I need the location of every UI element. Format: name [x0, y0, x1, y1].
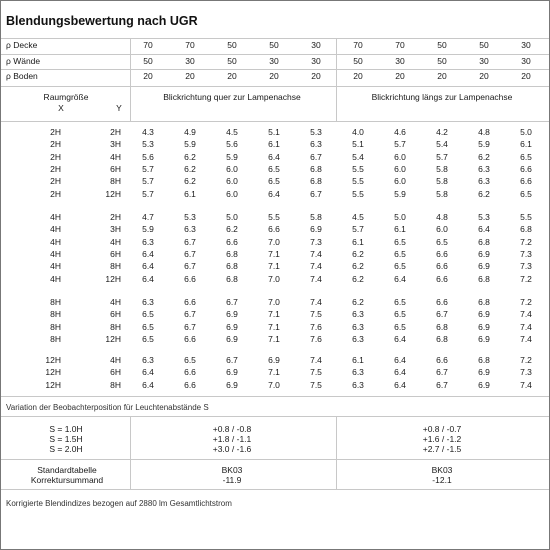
row-x: 8H: [50, 321, 61, 332]
ugr-value: 6.4: [394, 379, 406, 390]
ugr-value: 6.6: [184, 367, 196, 378]
ugr-value: 6.8: [310, 176, 322, 187]
ugr-value: 6.2: [352, 297, 364, 307]
reflectance-value: 20: [353, 71, 363, 81]
ugr-value: 6.5: [142, 333, 154, 344]
ugr-value: 6.0: [394, 176, 406, 187]
row-y: 8H: [110, 379, 121, 390]
ugr-value: 5.9: [394, 188, 406, 199]
ugr-value: 7.1: [268, 367, 280, 378]
ugr-value: 6.6: [520, 163, 532, 174]
ugr-value: 6.6: [184, 333, 196, 344]
ugr-value: 7.3: [520, 261, 532, 272]
ugr-value: 6.2: [184, 163, 196, 174]
reflectance-value: 20: [395, 71, 405, 81]
ugr-value: 6.2: [226, 224, 238, 235]
ugr-value: 6.6: [436, 297, 448, 307]
ugr-value: 6.7: [226, 297, 238, 307]
ugr-value: 6.4: [142, 248, 154, 259]
ugr-value: 6.0: [394, 151, 406, 162]
ugr-value: 6.4: [394, 367, 406, 378]
row-y: 4H: [110, 151, 121, 162]
ugr-value: 7.1: [268, 333, 280, 344]
row-x: 12H: [45, 355, 61, 365]
ugr-value: 6.4: [142, 273, 154, 284]
ugr-value: 6.8: [478, 236, 490, 247]
ugr-value: 6.9: [226, 333, 238, 344]
ugr-value: 4.7: [142, 212, 154, 222]
ugr-value: 6.4: [478, 224, 490, 235]
reflectance-value: 50: [227, 56, 237, 66]
ugr-value: 6.5: [520, 151, 532, 162]
row-x: 8H: [50, 333, 61, 344]
ugr-value: 6.3: [478, 176, 490, 187]
ugr-value: 5.0: [394, 212, 406, 222]
ugr-value: 6.4: [394, 355, 406, 365]
ugr-value: 7.3: [310, 236, 322, 247]
row-x: 4H: [50, 236, 61, 247]
ugr-value: 5.6: [226, 139, 238, 150]
ugr-value: 5.6: [142, 151, 154, 162]
ugr-value: 6.5: [394, 248, 406, 259]
row-x: 2H: [50, 127, 61, 137]
ugr-value: 6.6: [226, 236, 238, 247]
ugr-value: 6.6: [436, 355, 448, 365]
variation-quer-values: +0.8 / -0.8 +1.8 / -1.1 +3.0 / -1.6: [212, 424, 252, 454]
reflectance-value: 50: [353, 56, 363, 66]
ugr-value: 7.4: [310, 261, 322, 272]
reflectance-value: 20: [437, 71, 447, 81]
ugr-value: 6.7: [310, 188, 322, 199]
ugr-value: 5.0: [226, 212, 238, 222]
ugr-value: 5.3: [310, 127, 322, 137]
ugr-value: 7.1: [268, 261, 280, 272]
ugr-value: 4.2: [436, 127, 448, 137]
ugr-value: 5.7: [394, 139, 406, 150]
ugr-value: 5.5: [352, 176, 364, 187]
ugr-value: 6.7: [184, 236, 196, 247]
row-x: 4H: [50, 273, 61, 284]
row-y: 6H: [110, 309, 121, 320]
ugr-value: 5.9: [142, 224, 154, 235]
ugr-value: 6.3: [142, 236, 154, 247]
ugr-value: 6.3: [478, 163, 490, 174]
ugr-value: 7.1: [268, 309, 280, 320]
row-x: 2H: [50, 151, 61, 162]
col-divider-left-bottom: [130, 416, 131, 489]
reflectance-value: 20: [143, 71, 153, 81]
ugr-value: 6.8: [478, 273, 490, 284]
row-y: 4H: [110, 355, 121, 365]
reflectance-value: 20: [269, 71, 279, 81]
row-y: 4H: [110, 297, 121, 307]
ugr-value: 6.5: [520, 188, 532, 199]
ugr-value: 5.4: [352, 151, 364, 162]
row-x: 4H: [50, 261, 61, 272]
variation-title: Variation der Beobachterposition für Leuchtenabstände S: [6, 403, 209, 412]
ugr-value: 4.6: [394, 127, 406, 137]
reflectance-value: 70: [353, 40, 363, 50]
ugr-value: 6.4: [268, 188, 280, 199]
ugr-value: 6.9: [478, 261, 490, 272]
ugr-value: 7.5: [310, 379, 322, 390]
ugr-value: 6.7: [184, 261, 196, 272]
ugr-value: 7.2: [520, 236, 532, 247]
ugr-value: 6.2: [184, 151, 196, 162]
ugr-value: 4.8: [436, 212, 448, 222]
ugr-value: 6.9: [478, 321, 490, 332]
rule-0: [1, 38, 549, 39]
ugr-value: 5.7: [436, 151, 448, 162]
ugr-value: 6.7: [436, 309, 448, 320]
reflectance-value: 50: [227, 40, 237, 50]
reflectance-value: 30: [521, 56, 531, 66]
reflectance-value: 70: [143, 40, 153, 50]
ugr-value: 7.0: [268, 273, 280, 284]
ugr-value: 7.4: [310, 273, 322, 284]
ugr-value: 5.8: [436, 176, 448, 187]
ugr-value: 4.0: [352, 127, 364, 137]
ugr-value: 6.5: [394, 236, 406, 247]
ugr-value: 7.2: [520, 355, 532, 365]
ugr-value: 6.7: [436, 379, 448, 390]
ugr-value: 5.8: [436, 188, 448, 199]
ugr-value: 7.4: [520, 321, 532, 332]
ugr-value: 6.8: [520, 224, 532, 235]
reflectance-value: 30: [479, 56, 489, 66]
ugr-value: 5.5: [520, 212, 532, 222]
row-x: 2H: [50, 176, 61, 187]
ugr-value: 5.3: [478, 212, 490, 222]
variation-laengs-values: +0.8 / -0.7 +1.6 / -1.2 +2.7 / -1.5: [422, 424, 462, 454]
row-y: 2H: [110, 127, 121, 137]
ugr-value: 5.3: [142, 139, 154, 150]
ugr-value: 7.1: [268, 321, 280, 332]
ugr-value: 7.6: [310, 321, 322, 332]
ugr-value: 6.9: [478, 367, 490, 378]
ugr-value: 6.3: [352, 379, 364, 390]
reflectance-value: 20: [479, 71, 489, 81]
spacing-labels: S = 1.0H S = 1.5H S = 2.0H: [49, 424, 83, 454]
ugr-value: 4.5: [226, 127, 238, 137]
ugr-value: 6.9: [478, 309, 490, 320]
ugr-value: 6.5: [394, 321, 406, 332]
rule-1: [1, 54, 549, 55]
reflectance-value: 70: [185, 40, 195, 50]
ugr-value: 5.9: [226, 151, 238, 162]
ugr-value: 5.4: [436, 139, 448, 150]
ugr-value: 6.9: [268, 355, 280, 365]
row-x: 12H: [45, 379, 61, 390]
ugr-value: 6.3: [352, 309, 364, 320]
ugr-value: 5.3: [184, 212, 196, 222]
row-y: 8H: [110, 321, 121, 332]
row-y: 8H: [110, 176, 121, 187]
ugr-value: 6.3: [352, 367, 364, 378]
ugr-value: 6.6: [184, 273, 196, 284]
ugr-value: 6.0: [436, 224, 448, 235]
ugr-value: 7.4: [520, 333, 532, 344]
ugr-value: 5.7: [142, 176, 154, 187]
rule-2: [1, 69, 549, 70]
ugr-value: 7.2: [520, 273, 532, 284]
x-header: X: [58, 103, 64, 113]
rule-4: [1, 121, 549, 122]
ugr-value: 6.0: [394, 163, 406, 174]
ugr-value: 6.1: [352, 355, 364, 365]
reflectance-value: 20: [227, 71, 237, 81]
ugr-value: 7.2: [520, 297, 532, 307]
ugr-value: 6.6: [436, 248, 448, 259]
ugr-value: 5.1: [352, 139, 364, 150]
ugr-value: 7.4: [310, 355, 322, 365]
reflectance-value: 20: [185, 71, 195, 81]
ugr-value: 6.8: [436, 333, 448, 344]
row-y: 6H: [110, 163, 121, 174]
ugr-value: 5.8: [436, 163, 448, 174]
laengs-header: Blickrichtung längs zur Lampenachse: [371, 92, 513, 102]
ugr-value: 6.7: [184, 309, 196, 320]
reflectance-value: 70: [395, 40, 405, 50]
reflectance-value: 30: [311, 56, 321, 66]
ugr-value: 6.6: [436, 261, 448, 272]
ugr-value: 7.4: [310, 248, 322, 259]
reflectance-value: 20: [521, 71, 531, 81]
ugr-value: 6.8: [226, 248, 238, 259]
col-divider-left: [130, 38, 131, 121]
ugr-value: 5.8: [310, 212, 322, 222]
reflectance-value: 50: [437, 56, 447, 66]
ugr-value: 6.9: [226, 309, 238, 320]
ugr-value: 7.4: [520, 379, 532, 390]
ugr-value: 6.9: [478, 333, 490, 344]
ugr-value: 6.5: [436, 236, 448, 247]
ugr-value: 6.7: [184, 321, 196, 332]
row-y: 6H: [110, 248, 121, 259]
ugr-value: 4.9: [184, 127, 196, 137]
ugr-value: 6.5: [184, 355, 196, 365]
row-x: 4H: [50, 212, 61, 222]
ugr-value: 6.1: [394, 224, 406, 235]
row-x: 4H: [50, 248, 61, 259]
ugr-value: 6.8: [478, 355, 490, 365]
ugr-value: 6.5: [142, 321, 154, 332]
ugr-value: 6.4: [394, 273, 406, 284]
row-y: 3H: [110, 139, 121, 150]
reflectance-value: 30: [395, 56, 405, 66]
ugr-value: 6.4: [142, 261, 154, 272]
standard-laengs-values: BK03 -12.1: [431, 465, 453, 485]
ugr-value: 6.3: [310, 139, 322, 150]
row-x: 2H: [50, 163, 61, 174]
rule-5: [1, 396, 549, 397]
row-y: 4H: [110, 236, 121, 247]
ugr-value: 6.5: [394, 309, 406, 320]
ugr-value: 6.3: [352, 321, 364, 332]
ugr-value: 6.2: [352, 261, 364, 272]
ugr-value: 6.6: [436, 273, 448, 284]
ugr-value: 7.4: [310, 297, 322, 307]
row-y: 12H: [105, 188, 121, 199]
ugr-value: 6.2: [184, 176, 196, 187]
ugr-value: 6.1: [520, 139, 532, 150]
ugr-value: 6.9: [310, 224, 322, 235]
reflectance-label: ρ Boden: [6, 71, 38, 81]
row-y: 6H: [110, 367, 121, 378]
ugr-value: 6.5: [394, 297, 406, 307]
ugr-value: 5.9: [478, 139, 490, 150]
ugr-value: 5.7: [352, 224, 364, 235]
ugr-value: 6.3: [142, 297, 154, 307]
ugr-value: 7.0: [268, 236, 280, 247]
reflectance-value: 30: [269, 56, 279, 66]
ugr-value: 6.6: [520, 176, 532, 187]
ugr-value: 6.5: [268, 163, 280, 174]
row-x: 2H: [50, 139, 61, 150]
ugr-value: 6.8: [310, 163, 322, 174]
ugr-value: 5.5: [268, 212, 280, 222]
ugr-value: 6.3: [352, 333, 364, 344]
rule-6: [1, 416, 549, 417]
ugr-value: 6.5: [394, 261, 406, 272]
ugr-value: 6.3: [184, 224, 196, 235]
ugr-value: 6.9: [478, 248, 490, 259]
row-y: 12H: [105, 333, 121, 344]
row-y: 12H: [105, 273, 121, 284]
ugr-value: 5.1: [268, 127, 280, 137]
ugr-value: 6.4: [394, 333, 406, 344]
standard-table-label: Standardtabelle Korrektursummand: [30, 465, 104, 485]
ugr-value: 4.5: [352, 212, 364, 222]
ugr-value: 6.3: [142, 355, 154, 365]
quer-header: Blickrichtung quer zur Lampenachse: [163, 92, 301, 102]
row-y: 8H: [110, 261, 121, 272]
ugr-value: 7.5: [310, 309, 322, 320]
reflectance-value: 30: [311, 40, 321, 50]
ugr-value: 6.9: [226, 379, 238, 390]
ugr-value: 6.1: [352, 236, 364, 247]
ugr-value: 6.8: [226, 273, 238, 284]
ugr-value: 7.6: [310, 333, 322, 344]
ugr-value: 6.0: [226, 163, 238, 174]
ugr-value: 6.1: [268, 139, 280, 150]
ugr-value: 7.0: [268, 379, 280, 390]
row-x: 8H: [50, 297, 61, 307]
row-x: 12H: [45, 367, 61, 378]
ugr-value: 5.9: [184, 139, 196, 150]
ugr-value: 6.8: [478, 297, 490, 307]
reflectance-value: 50: [269, 40, 279, 50]
ugr-value: 4.8: [478, 127, 490, 137]
ugr-value: 6.7: [436, 367, 448, 378]
row-x: 4H: [50, 224, 61, 235]
ugr-value: 6.9: [478, 379, 490, 390]
raumgroesse-label: Raumgröße: [43, 92, 89, 102]
reflectance-value: 20: [311, 71, 321, 81]
row-y: 3H: [110, 224, 121, 235]
ugr-value: 6.9: [226, 321, 238, 332]
y-header: Y: [116, 103, 122, 113]
ugr-value: 6.8: [436, 321, 448, 332]
ugr-value: 5.0: [520, 127, 532, 137]
ugr-value: 6.7: [310, 151, 322, 162]
ugr-value: 6.4: [142, 379, 154, 390]
ugr-value: 6.8: [226, 261, 238, 272]
ugr-value: 6.9: [226, 367, 238, 378]
reflectance-value: 50: [143, 56, 153, 66]
rule-8: [1, 489, 549, 490]
ugr-value: 7.4: [520, 309, 532, 320]
ugr-value: 6.0: [226, 176, 238, 187]
ugr-value: 5.5: [352, 163, 364, 174]
ugr-value: 6.7: [226, 355, 238, 365]
ugr-value: 6.6: [184, 297, 196, 307]
row-x: 8H: [50, 309, 61, 320]
ugr-value: 5.5: [352, 188, 364, 199]
ugr-value: 7.1: [268, 248, 280, 259]
reflectance-value: 30: [521, 40, 531, 50]
ugr-value: 6.2: [478, 151, 490, 162]
ugr-value: 6.2: [352, 248, 364, 259]
row-y: 2H: [110, 212, 121, 222]
ugr-value: 6.0: [226, 188, 238, 199]
col-divider-mid: [336, 38, 337, 121]
ugr-value: 7.3: [520, 367, 532, 378]
col-divider-mid-bottom: [336, 416, 337, 489]
ugr-value: 7.5: [310, 367, 322, 378]
ugr-value: 6.5: [142, 309, 154, 320]
ugr-value: 7.3: [520, 248, 532, 259]
ugr-value: 4.3: [142, 127, 154, 137]
ugr-value: 6.5: [268, 176, 280, 187]
rule-3: [1, 86, 549, 87]
rule-7: [1, 459, 549, 460]
standard-quer-values: BK03 -11.9: [221, 465, 243, 485]
ugr-value: 7.0: [268, 297, 280, 307]
ugr-value: 6.6: [184, 379, 196, 390]
ugr-value: 6.4: [268, 151, 280, 162]
page-title: Blendungsbewertung nach UGR: [6, 14, 198, 28]
reflectance-value: 50: [437, 40, 447, 50]
ugr-value: 6.7: [184, 248, 196, 259]
ugr-value: 5.7: [142, 188, 154, 199]
reflectance-value: 30: [185, 56, 195, 66]
reflectance-label: ρ Wände: [6, 56, 41, 66]
ugr-value: 6.4: [142, 367, 154, 378]
ugr-value: 5.7: [142, 163, 154, 174]
reflectance-value: 50: [479, 40, 489, 50]
ugr-value: 6.6: [268, 224, 280, 235]
ugr-value: 6.2: [352, 273, 364, 284]
reflectance-label: ρ Decke: [6, 40, 38, 50]
row-x: 2H: [50, 188, 61, 199]
ugr-value: 6.1: [184, 188, 196, 199]
ugr-value: 6.2: [478, 188, 490, 199]
footnote: Korrigierte Blendindizes bezogen auf 2880 lm Gesamtlichtstrom: [6, 499, 232, 508]
